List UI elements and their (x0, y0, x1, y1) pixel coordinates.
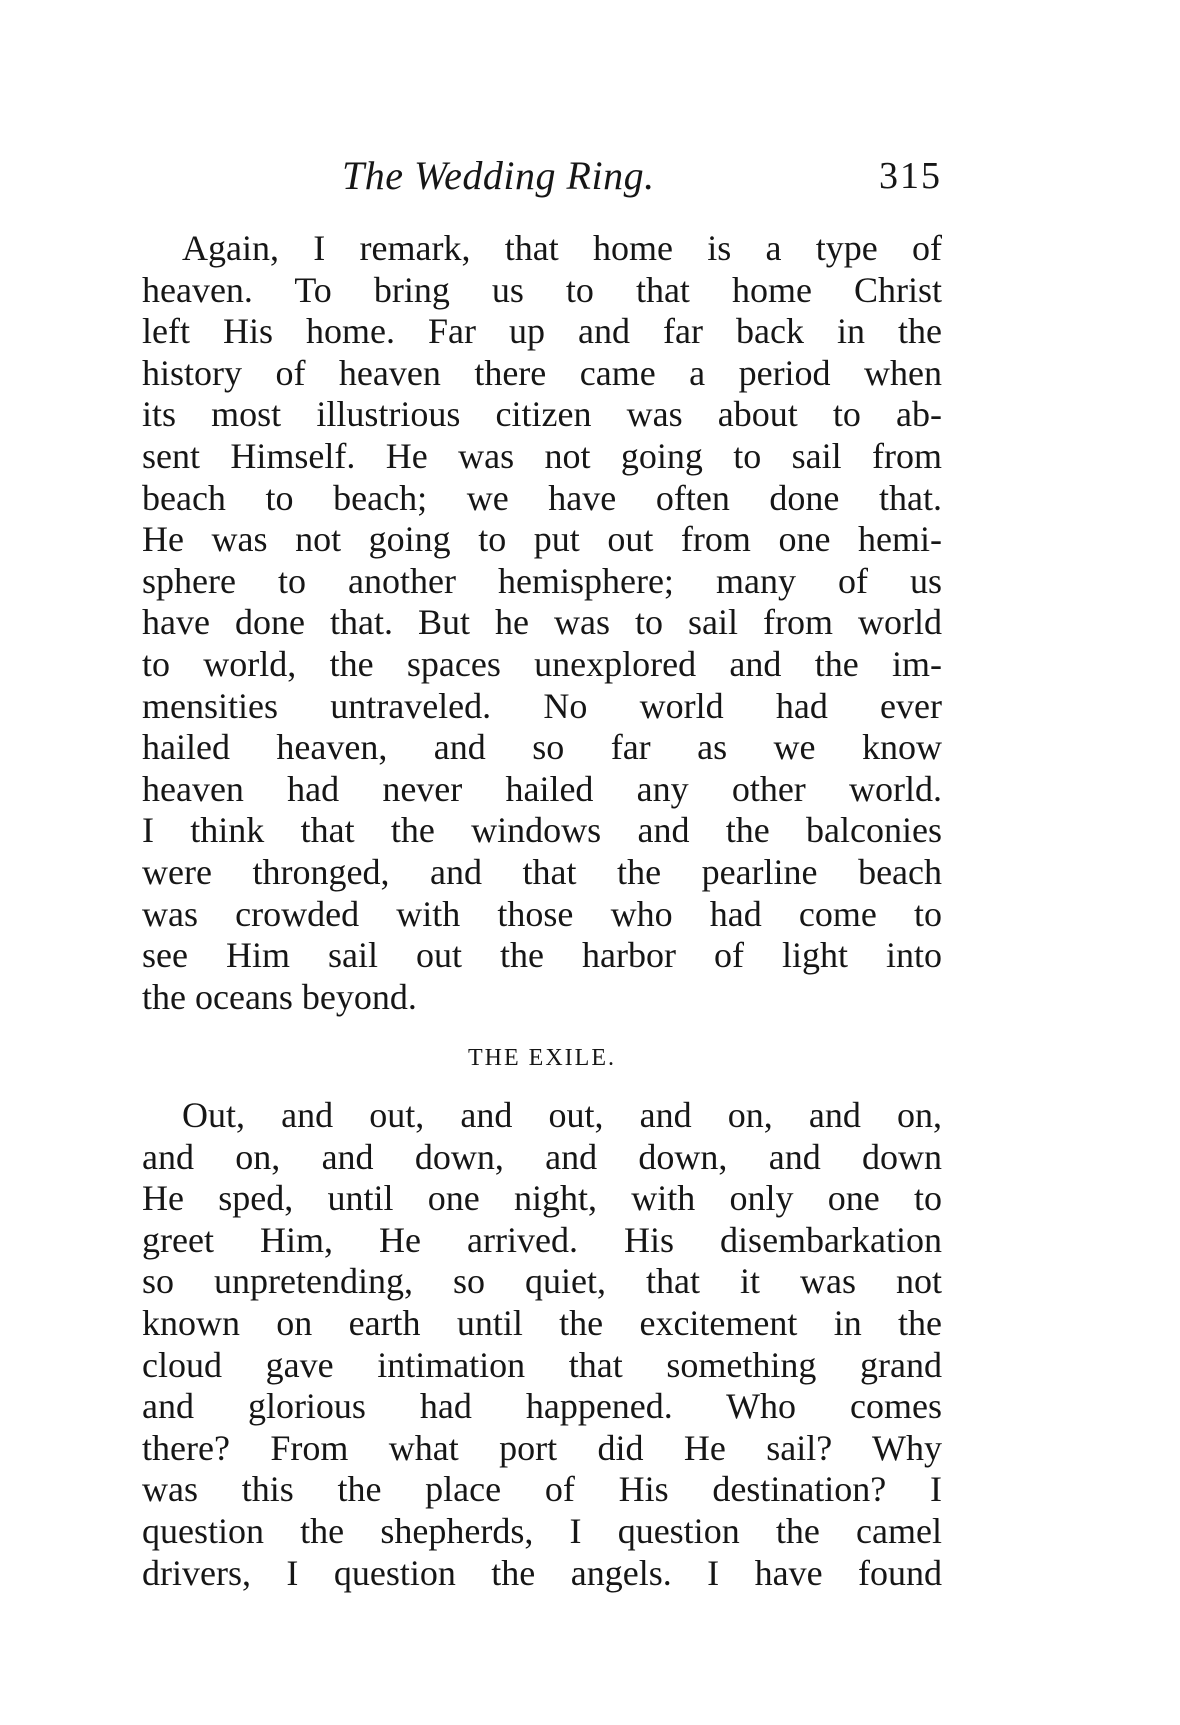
text-line: the oceans beyond. (142, 976, 417, 1017)
text-line: heaven. To bring us to that home Christ (142, 269, 942, 310)
text-line: He sped, until one night, with only one to (142, 1178, 942, 1219)
text-line: drivers, I question the angels. I have found (142, 1552, 942, 1593)
text-line: and glorious had happened. Who comes (142, 1386, 942, 1427)
text-line: sent Himself. He was not going to sail from (142, 435, 942, 476)
text-line: heaven had never hailed any other world. (142, 768, 942, 809)
text-line: I think that the windows and the balconies (142, 810, 942, 851)
text-line: hailed heaven, and so far as we know (142, 727, 942, 768)
text-line: was crowded with those who had come to (142, 893, 942, 934)
text-line: and on, and down, and down, and down (142, 1136, 942, 1177)
running-title: The Wedding Ring. (342, 153, 655, 198)
text-line: its most illustrious citizen was about to ab- (142, 394, 942, 435)
text-line: sphere to another hemisphere; many of us (142, 560, 942, 601)
text-line: were thronged, and that the pearline beach (142, 851, 942, 892)
text-line: see Him sail out the harbor of light into (142, 935, 942, 976)
text-line: have done that. But he was to sail from world (142, 602, 942, 643)
text-line: so unpretending, so quiet, that it was not (142, 1261, 942, 1302)
text-line: mensities untraveled. No world had ever (142, 685, 942, 726)
text-line: cloud gave intimation that something grand (142, 1344, 942, 1385)
running-head (142, 152, 942, 208)
text-line: Again, I remark, that home is a type of (182, 228, 942, 268)
text-line: question the shepherds, I question the camel (142, 1510, 942, 1551)
text-line: there? From what port did He sail? Why (142, 1427, 942, 1468)
text-line: beach to beach; we have often done that. (142, 477, 942, 518)
text-line: to world, the spaces unexplored and the im- (142, 643, 942, 684)
page-number: 315 (879, 155, 942, 197)
text-line: Out, and out, and out, and on, and on, (182, 1095, 942, 1135)
text-line: history of heaven there came a period when (142, 352, 942, 393)
text-line: greet Him, He arrived. His disembarkation (142, 1219, 942, 1260)
section-heading: THE EXILE. (468, 1045, 616, 1071)
paragraph-the-exile (142, 1095, 942, 1594)
text-line: He was not going to put out from one hemi- (142, 519, 942, 560)
text-line: was this the place of His destination? I (142, 1469, 942, 1510)
text-line: known on earth until the excitement in the (142, 1302, 942, 1343)
paragraph-home-type-of-heaven (142, 228, 942, 1018)
text-line: left His home. Far up and far back in the (142, 311, 942, 352)
